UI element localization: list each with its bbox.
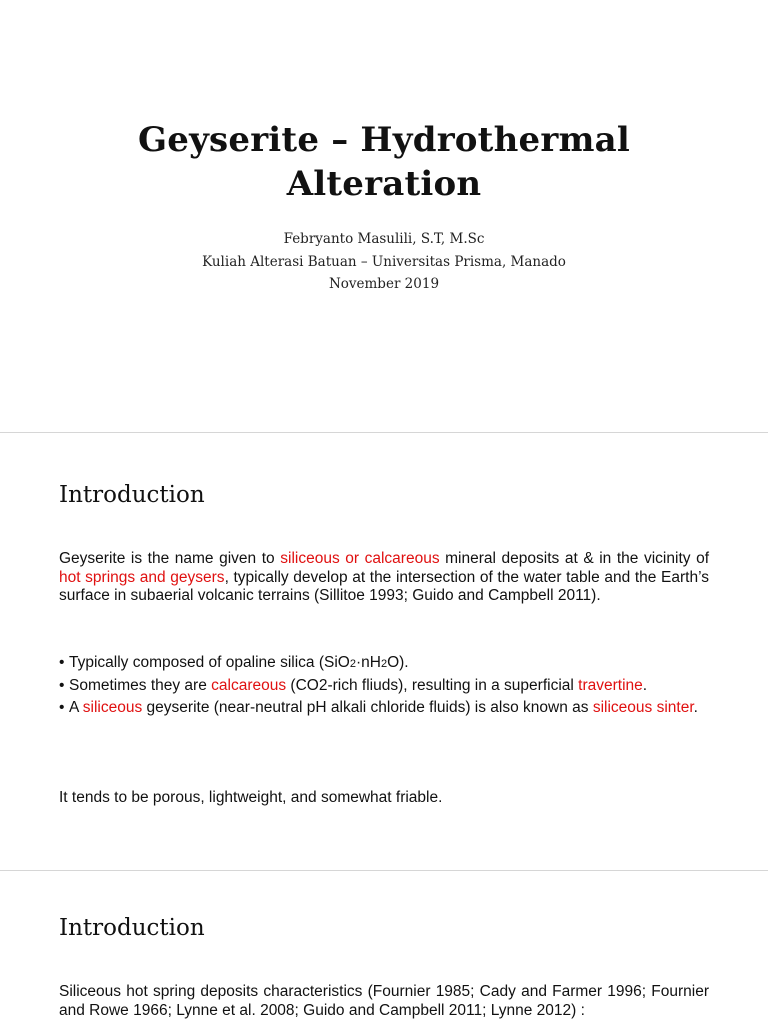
highlight-text: calcareous: [211, 677, 287, 694]
highlight-text: hot springs and geysers: [59, 568, 225, 586]
highlight-text: siliceous: [82, 699, 143, 716]
subscript: 2: [349, 658, 356, 670]
highlight-text: siliceous sinter: [592, 699, 694, 716]
highlight-text: siliceous or calcareous: [280, 550, 440, 567]
course-name: Kuliah Alterasi Batuan – Universitas Prisma, Manado: [202, 253, 566, 270]
title-line-1: Geyserite – Hydrothermal: [138, 120, 630, 160]
bullet-icon: •: [59, 654, 65, 671]
list-item: [59, 677, 709, 696]
text-run: .: [642, 677, 648, 694]
date-label: November 2019: [328, 276, 440, 292]
text-run: mineral deposits at & in the vicinity of: [439, 550, 709, 567]
title-line-2: Alteration: [286, 164, 482, 204]
text-run: Geyserite is the name given to: [59, 550, 281, 567]
subscript: 2: [380, 658, 388, 670]
bullet-icon: •: [59, 699, 65, 716]
text-run: (CO2-rich fliuds), resulting in a superficial: [286, 677, 579, 694]
author-name: Febryanto Masulili, S.T, M.Sc: [283, 231, 485, 247]
text-run: .: [693, 699, 698, 716]
section-heading: Introduction: [59, 915, 205, 941]
text-run: O).: [387, 654, 409, 671]
bullet-list: [59, 654, 709, 721]
slide-divider: [0, 432, 768, 433]
text-run: A: [69, 699, 83, 716]
text-run: ·nH: [355, 654, 381, 671]
text-run: , typically develop at the intersection of the water table and the Earth’s surface in subaerial volcanic terrains (Sillitoe 1993; Guido and Campbell 2011).: [59, 568, 709, 604]
section-heading: Introduction: [59, 482, 205, 508]
subtitle-block: [0, 228, 768, 296]
list-item: [59, 699, 709, 718]
bullet-icon: •: [59, 677, 65, 694]
highlight-text: travertine: [578, 677, 643, 694]
closing-sentence: It tends to be porous, lightweight, and somewhat friable.: [59, 789, 443, 806]
text-run: geyserite (near-neutral pH alkali chloride fluids) is also known as: [142, 699, 593, 716]
page-title: [0, 118, 768, 206]
slide-divider: [0, 870, 768, 871]
text-run: Sometimes they are: [69, 677, 212, 694]
characteristics-paragraph: Siliceous hot spring deposits characteristics (Fournier 1985; Cady and Farmer 1996; Fournier and Rowe 1966; Lynne et al. 2008; Guido and Campbell 2011; Lynne 2012) :: [59, 983, 709, 1019]
intro-paragraph: [59, 550, 709, 606]
text-run: Typically composed of opaline silica (SiO: [69, 654, 350, 671]
list-item: [59, 654, 709, 674]
